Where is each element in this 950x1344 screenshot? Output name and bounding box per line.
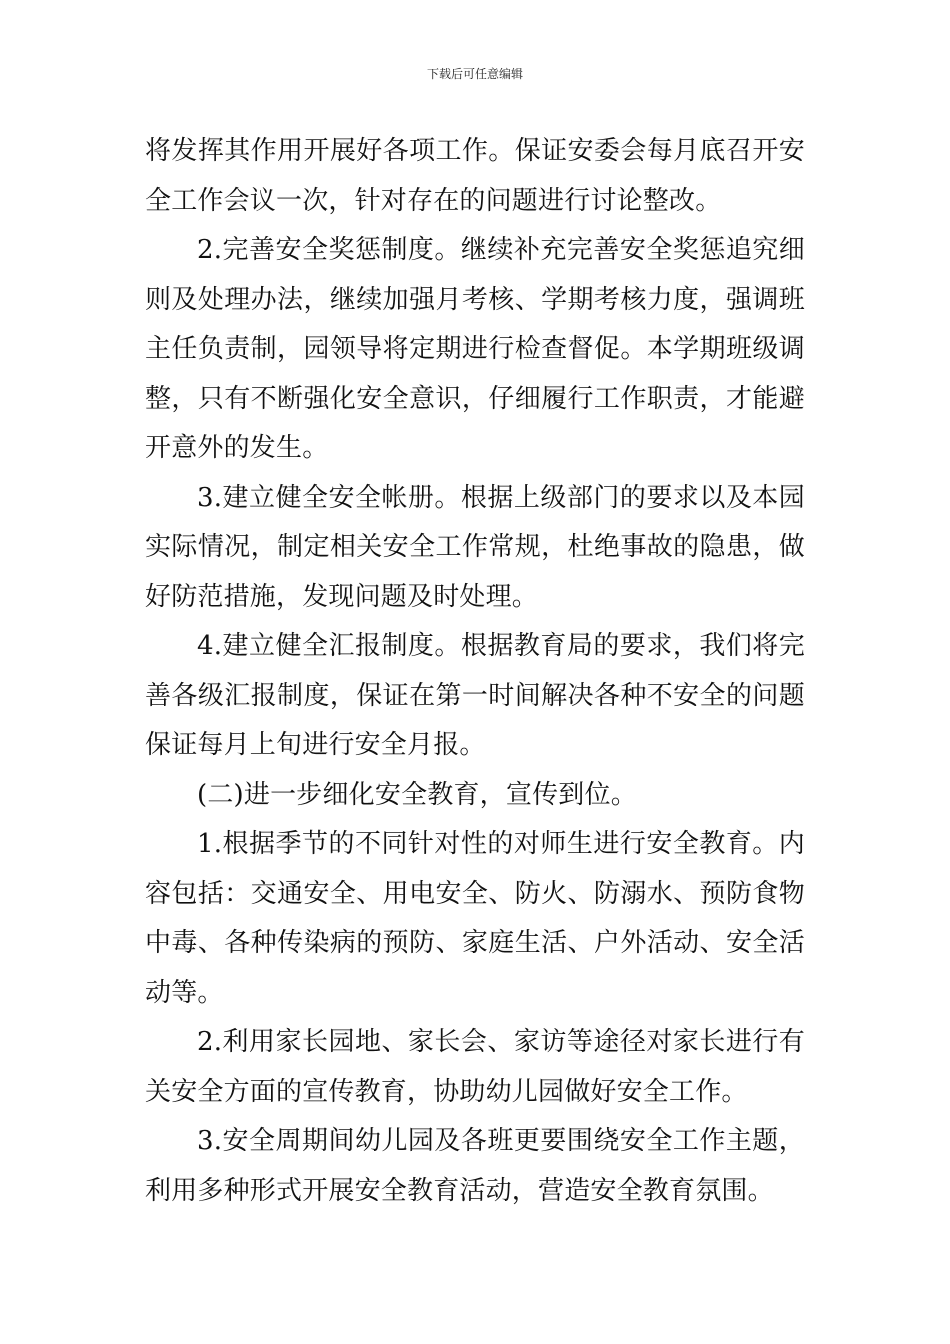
section-heading: (二)进一步细化安全教育，宣传到位。: [197, 779, 637, 810]
page-header-note: 下载后可任意编辑: [426, 67, 523, 81]
paragraph-7: 3.安全周期间幼儿园及各班更要围绕安全工作主题，利用多种形式开展安全教育活动，营造安全教育氛围。: [145, 1126, 805, 1206]
paragraph-2: 2.完善安全奖惩制度。继续补充完善安全奖惩追究细则及处理办法，继续加强月考核、学期考核力度，强调班主任负责制，园领导将定期进行检查督促。本学期班级调整，只有不断强化安全意识，仔细履行工作职责，才能避开意外的发生。: [145, 235, 805, 463]
paragraph-6: 2.利用家长园地、家长会、家访等途径对家长进行有关安全方面的宣传教育，协助幼儿园做好安全工作。: [145, 1027, 805, 1107]
paragraph-1: 将发挥其作用开展好各项工作。保证安委会每月底召开安全工作会议一次，针对存在的问题进行讨论整改。: [145, 136, 805, 216]
paragraph-5: 1.根据季节的不同针对性的对师生进行安全教育。内容包括：交通安全、用电安全、防火、防溺水、预防食物中毒、各种传染病的预防、家庭生活、户外活动、安全活动等。: [145, 829, 805, 1008]
paragraph-4: 4.建立健全汇报制度。根据教育局的要求，我们将完善各级汇报制度，保证在第一时间解决各种不安全的问题保证每月上旬进行安全月报。: [145, 631, 805, 760]
document-body: [145, 127, 805, 1216]
paragraph-3: 3.建立健全安全帐册。根据上级部门的要求以及本园实际情况，制定相关安全工作常规，杜绝事故的隐患，做好防范措施，发现问题及时处理。: [145, 482, 805, 612]
